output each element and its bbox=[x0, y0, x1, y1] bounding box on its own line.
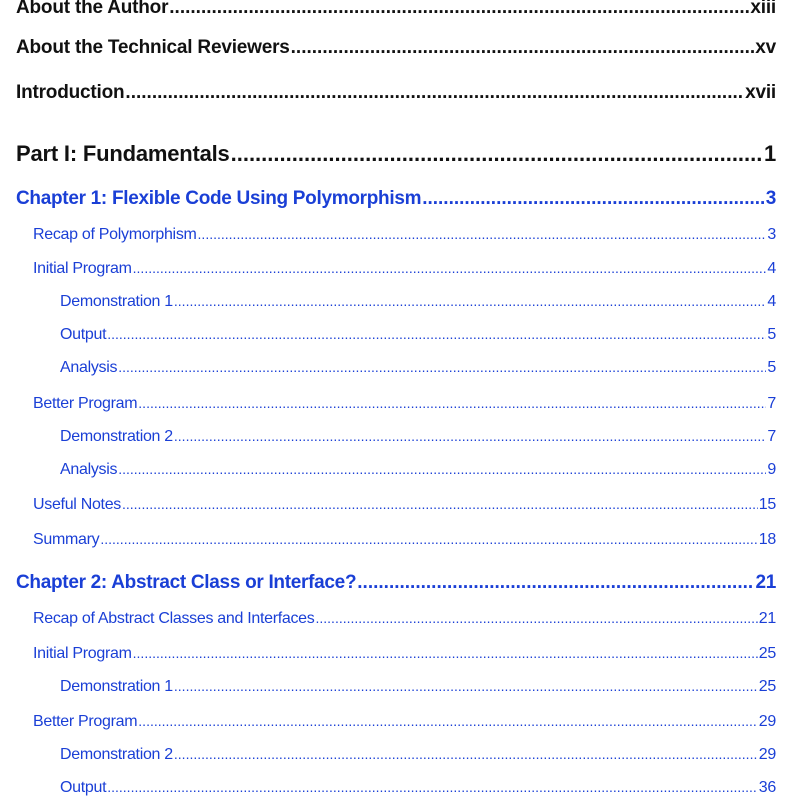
toc-entry-recap-polymorphism[interactable] bbox=[33, 226, 776, 244]
toc-entry-title: Introduction bbox=[16, 82, 125, 103]
dot-leader bbox=[118, 359, 766, 375]
toc-entry-demonstration-2[interactable] bbox=[60, 746, 776, 764]
toc-entry-title: Initial Program bbox=[33, 260, 132, 277]
toc-entry-about-reviewers[interactable] bbox=[16, 37, 776, 59]
dot-leader bbox=[198, 226, 767, 242]
toc-entry-demonstration-1[interactable] bbox=[60, 293, 776, 311]
dot-leader bbox=[122, 496, 758, 512]
dot-leader bbox=[169, 0, 749, 19]
dot-leader bbox=[174, 428, 766, 444]
toc-entry-page: 36 bbox=[758, 779, 776, 796]
toc-entry-title: Initial Program bbox=[33, 645, 132, 662]
dot-leader bbox=[107, 326, 766, 342]
dot-leader bbox=[133, 260, 767, 276]
toc-entry-title: About the Author bbox=[16, 0, 169, 18]
dot-leader bbox=[174, 746, 758, 762]
dot-leader bbox=[100, 531, 757, 547]
toc-entry-about-author[interactable] bbox=[16, 0, 776, 19]
toc-entry-page: 29 bbox=[758, 746, 776, 763]
toc-entry-page: 3 bbox=[767, 226, 776, 243]
dot-leader bbox=[422, 188, 765, 210]
toc-entry-title: Demonstration 1 bbox=[60, 293, 173, 310]
toc-entry-title: Demonstration 2 bbox=[60, 746, 173, 763]
toc-entry-introduction[interactable] bbox=[16, 82, 776, 104]
dot-leader bbox=[125, 82, 744, 104]
dot-leader bbox=[107, 779, 758, 795]
toc-entry-title: Better Program bbox=[33, 395, 138, 412]
toc-entry-page: 4 bbox=[767, 293, 776, 310]
dot-leader bbox=[357, 572, 754, 594]
toc-entry-analysis[interactable] bbox=[60, 461, 776, 479]
toc-entry-title: Better Program bbox=[33, 713, 138, 730]
toc-entry-page: 29 bbox=[758, 713, 776, 730]
toc-entry-title: Demonstration 2 bbox=[60, 428, 173, 445]
toc-entry-page: xvii bbox=[745, 82, 776, 103]
toc-entry-page: 21 bbox=[755, 572, 776, 593]
toc-entry-page: 7 bbox=[767, 395, 776, 412]
toc-entry-useful-notes[interactable] bbox=[33, 496, 776, 514]
toc-entry-title: About the Technical Reviewers bbox=[16, 37, 290, 58]
toc-entry-summary[interactable] bbox=[33, 531, 776, 549]
dot-leader bbox=[291, 37, 755, 59]
toc-entry-title: Analysis bbox=[60, 359, 118, 376]
toc-entry-output[interactable] bbox=[60, 779, 776, 797]
toc-entry-analysis[interactable] bbox=[60, 359, 776, 377]
toc-entry-title: Chapter 1: Flexible Code Using Polymorphism bbox=[16, 188, 422, 209]
toc-entry-page: 15 bbox=[758, 496, 776, 513]
toc-entry-page: 25 bbox=[758, 645, 776, 662]
toc-entry-better-program[interactable] bbox=[33, 395, 776, 413]
toc-entry-title: Part I: Fundamentals bbox=[16, 141, 230, 166]
dot-leader bbox=[231, 141, 763, 167]
toc-entry-page: 5 bbox=[767, 326, 776, 343]
toc-entry-page: 18 bbox=[758, 531, 776, 548]
toc-entry-initial-program[interactable] bbox=[33, 645, 776, 663]
toc-entry-title: Output bbox=[60, 326, 107, 343]
dot-leader bbox=[174, 293, 766, 309]
toc-entry-demonstration-1[interactable] bbox=[60, 678, 776, 696]
toc-entry-page: 5 bbox=[767, 359, 776, 376]
toc-entry-page: 9 bbox=[767, 461, 776, 478]
dot-leader bbox=[118, 461, 766, 477]
toc-entry-better-program[interactable] bbox=[33, 713, 776, 731]
toc-entry-title: Demonstration 1 bbox=[60, 678, 173, 695]
toc-entry-title: Recap of Polymorphism bbox=[33, 226, 197, 243]
toc-entry-page: 21 bbox=[758, 610, 776, 627]
toc-entry-page: xv bbox=[755, 37, 776, 58]
toc-entry-title: Output bbox=[60, 779, 107, 796]
dot-leader bbox=[138, 395, 766, 411]
toc-entry-page: 3 bbox=[765, 188, 776, 209]
toc-entry-title: Useful Notes bbox=[33, 496, 121, 513]
toc-entry-part-1[interactable] bbox=[16, 141, 776, 167]
toc-entry-page: 1 bbox=[763, 141, 776, 166]
toc-entry-page: 4 bbox=[767, 260, 776, 277]
dot-leader bbox=[133, 645, 758, 661]
toc-entry-chapter-1[interactable] bbox=[16, 188, 776, 210]
toc-entry-page: 7 bbox=[767, 428, 776, 445]
dot-leader bbox=[316, 610, 758, 626]
toc-entry-output[interactable] bbox=[60, 326, 776, 344]
toc-entry-title: Summary bbox=[33, 531, 100, 548]
dot-leader bbox=[138, 713, 758, 729]
toc-entry-demonstration-2[interactable] bbox=[60, 428, 776, 446]
toc-entry-page: xiii bbox=[750, 0, 776, 18]
toc-entry-title: Analysis bbox=[60, 461, 118, 478]
toc-entry-page: 25 bbox=[758, 678, 776, 695]
toc-entry-title: Recap of Abstract Classes and Interfaces bbox=[33, 610, 315, 627]
toc-entry-title: Chapter 2: Abstract Class or Interface? bbox=[16, 572, 357, 593]
dot-leader bbox=[174, 678, 758, 694]
toc-entry-recap-abstract-classes[interactable] bbox=[33, 610, 776, 628]
toc-entry-initial-program[interactable] bbox=[33, 260, 776, 278]
toc-entry-chapter-2[interactable] bbox=[16, 572, 776, 594]
